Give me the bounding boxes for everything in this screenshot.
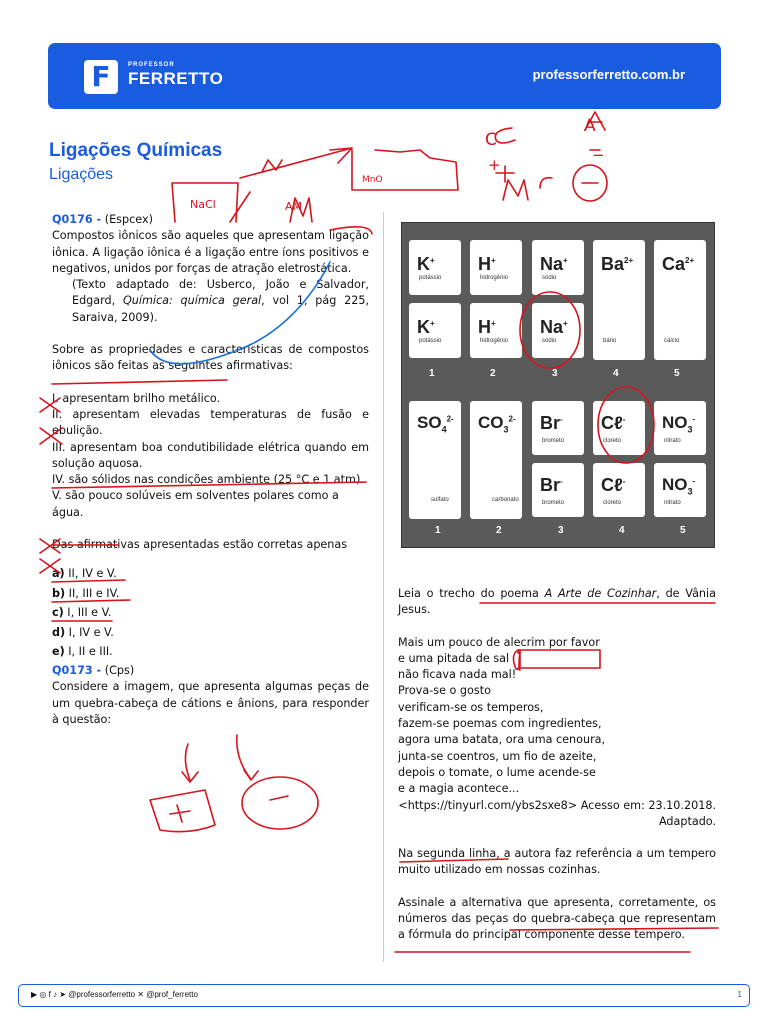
question-q0173 (52, 663, 369, 728)
option-text: I, II e III. (64, 645, 113, 659)
header-banner (48, 43, 721, 109)
ion-symbol-text: CO (478, 413, 504, 432)
citation-part: (Texto adaptado de: Usberco, João e Salvador, Edgard, (72, 278, 369, 308)
ion-symbol-text: Br (540, 413, 561, 433)
ion-symbol-text: Na (540, 254, 564, 274)
anion-piece (532, 401, 584, 455)
poem-source: <https://tinyurl.com/ybs2sxe8> Acesso em: 23.10.2018. (398, 798, 716, 812)
ink-plus-sign (170, 805, 190, 822)
citation-part: , vol 1, pág 225, Saraiva, 2009). (72, 294, 370, 324)
ink-arrow-head (330, 148, 352, 163)
ion-name: hidrogênio (480, 275, 509, 281)
ion-symbol (662, 475, 695, 496)
statement-item: I. apresentam brilho metálico. (52, 391, 221, 405)
ion-symbol (540, 317, 568, 338)
option-letter: e) (52, 645, 65, 659)
poem-intro-text: , de Vânia Jesus. (398, 587, 716, 617)
handle-secondary[interactable]: @prof_ferretto (146, 990, 198, 999)
option-letter: c) (52, 606, 64, 620)
ion-symbol (478, 254, 496, 275)
ion-symbol (601, 254, 633, 275)
ion-name: sódio (542, 275, 557, 281)
poem-intro-text: Leia o trecho do poema (398, 587, 545, 600)
ion-name: bário (603, 338, 617, 344)
question-text: Considere a imagem, que apresenta algumas peças de um quebra-cabeça de cátions e ânions, para responder à questão: (52, 680, 369, 726)
ion-name: sódio (542, 338, 557, 344)
question-id: Q0173 - (52, 664, 102, 677)
puzzle-column-number: 5 (674, 368, 680, 379)
option-text: I, III e V. (63, 606, 112, 620)
ion-name: cloreto (603, 500, 622, 506)
anion-piece (593, 463, 645, 517)
ion-symbol (601, 475, 625, 496)
statement-item: IV. são sólidos nas condições ambiente (25 °C e 1 atm). (52, 473, 364, 487)
ink-arrow-stroke (185, 744, 190, 780)
ink-label-nacl: NaCl (190, 198, 216, 211)
instagram-icon[interactable]: ◎ (39, 990, 47, 999)
ink-label-minus: − (592, 146, 605, 164)
ion-puzzle-figure (401, 222, 715, 548)
ink-plus (496, 166, 514, 182)
question-id: Q0176 - (52, 213, 102, 226)
ion-charge: - (692, 476, 696, 486)
ion-symbol-text: H (478, 317, 491, 337)
ion-charge: + (563, 256, 568, 265)
poem-line: e uma pitada de sal (398, 651, 510, 665)
ink-box (352, 150, 458, 190)
ion-charge: + (563, 319, 568, 328)
ion-name: nitrato (664, 500, 681, 506)
anion-piece (409, 401, 461, 519)
option-text: I, IV e V. (65, 625, 114, 639)
citation-title: Química: química geral (122, 294, 262, 308)
anion-piece (532, 463, 584, 517)
poem-paragraph: Na segunda linha, a autora faz referência a um tempero muito utilizado em nossas cozinhas. (398, 847, 716, 877)
ion-charge: - (560, 415, 563, 424)
ink-arrow-stroke (237, 735, 250, 778)
ion-symbol-text: K (417, 317, 430, 337)
site-link[interactable]: professorferretto.com.br (532, 67, 685, 82)
answer-option-c[interactable] (52, 603, 369, 623)
ion-symbol (417, 317, 435, 338)
poem-line: Prova-se o gosto (398, 684, 491, 698)
anion-piece (654, 463, 706, 517)
option-text: II, III e IV. (65, 586, 120, 600)
footer-bar (18, 984, 750, 1007)
ion-name: cloreto (603, 438, 622, 444)
ion-name: brometo (542, 438, 565, 444)
ion-name: sulfato (431, 497, 449, 503)
puzzle-column-number: 2 (490, 368, 496, 379)
puzzle-column-number: 1 (429, 368, 435, 379)
ion-symbol (478, 317, 496, 338)
puzzle-column-number: 4 (613, 368, 619, 379)
answer-option-a[interactable] (52, 564, 369, 584)
column-divider (383, 212, 384, 962)
puzzle-column-number: 3 (558, 525, 564, 536)
ion-charge: + (430, 319, 435, 328)
poem-line: Mais um pouco de alecrim por favor (398, 635, 600, 649)
ink-label-am: AM (285, 200, 303, 213)
ion-symbol-text: Na (540, 317, 564, 337)
ion-symbol (417, 413, 454, 434)
facebook-icon[interactable]: f (48, 990, 51, 999)
cation-piece (593, 240, 645, 360)
ink-scribble (262, 160, 282, 172)
puzzle-column-number: 5 (680, 525, 686, 536)
ion-symbol (601, 413, 625, 434)
ion-symbol (417, 254, 435, 275)
ion-charge: - (560, 477, 563, 486)
ion-name: nitrato (664, 438, 681, 444)
ink-label-plus: + (488, 156, 501, 174)
ink-shape-plus (150, 790, 215, 832)
puzzle-column-number: 2 (496, 525, 502, 536)
telegram-icon[interactable]: ➤ (59, 990, 67, 999)
ion-charge: + (491, 319, 496, 328)
option-letter: d) (52, 625, 66, 639)
ink-letter-a (585, 112, 605, 130)
ion-symbol-text: Br (540, 475, 561, 495)
cation-piece (654, 240, 706, 360)
cation-piece (409, 240, 461, 295)
ion-charge: 2- (508, 414, 516, 424)
ion-name: cálcio (664, 338, 680, 344)
poem-title: A Arte de Cozinhar (544, 587, 657, 600)
puzzle-column-number: 3 (552, 368, 558, 379)
ion-symbol (540, 413, 563, 434)
ion-name: potássio (419, 275, 442, 281)
ion-symbol-text: Ba (601, 254, 625, 274)
ink-label-a: A (584, 116, 596, 136)
ink-letters-m (503, 180, 528, 200)
poem-line: verificam-se os temperos, (398, 700, 544, 714)
ion-symbol-text: NO (662, 475, 688, 494)
poem-line: agora uma batata, ora uma cenoura, (398, 733, 606, 747)
ion-symbol-text: Cℓ (601, 475, 623, 495)
cation-piece (532, 303, 584, 358)
ion-charge: 2+ (685, 256, 695, 265)
ion-name: carbonato (492, 497, 519, 503)
logo-text: FERRETTO (128, 69, 224, 88)
answer-option-d[interactable] (52, 623, 369, 643)
social-handles (31, 990, 198, 999)
ion-charge: 2+ (624, 256, 634, 265)
question-intro: Compostos iônicos são aqueles que apresentam ligação iônica. A ligação iônica é a ligação entre íons positivos e negativos, unidos por forças de atração eletrostática. (52, 229, 369, 275)
cation-piece (470, 303, 522, 358)
poem-section (398, 586, 716, 944)
logo-icon: F (84, 60, 118, 94)
ink-minus-sign (270, 796, 288, 800)
ion-symbol (540, 475, 563, 496)
ion-symbol-text: K (417, 254, 430, 274)
puzzle-column-number: 1 (435, 525, 441, 536)
ink-label-mno: MnO (362, 175, 383, 185)
ion-symbol-text: SO (417, 413, 442, 432)
cation-piece (532, 240, 584, 295)
ion-charge: - (622, 477, 626, 486)
page-title: Ligações Químicas (49, 140, 223, 161)
anion-piece (470, 401, 522, 519)
page-number: 1 (737, 990, 742, 999)
youtube-icon[interactable]: ▶ (31, 990, 38, 999)
anion-piece (654, 401, 706, 455)
poem-paragraph: Assinale a alternativa que apresenta, corretamente, os números das peças do quebra-cabeça que representam a fórmula do principal componente desse tempero. (398, 895, 716, 942)
poem-line: depois o tomate, o lume acende-se (398, 765, 596, 779)
citation (52, 277, 369, 326)
statement-item: V. são pouco solúveis em solventes polares como a água. (52, 489, 339, 519)
question-source: (Cps) (104, 664, 135, 677)
ion-name: hidrogênio (480, 338, 509, 344)
ion-charge: + (430, 256, 435, 265)
ion-symbol (662, 413, 695, 434)
logo-small-text: PROFESSOR (128, 62, 175, 68)
option-text: II, IV e V. (64, 567, 117, 581)
ion-charge: + (491, 256, 496, 265)
question-ask: Das afirmativas apresentadas estão corretas apenas (52, 538, 348, 552)
ion-symbol (540, 254, 568, 275)
ink-letter-c2 (540, 178, 552, 188)
ion-charge: - (692, 414, 696, 424)
ion-subscript: 3 (687, 486, 693, 497)
poem-line: não ficava nada mal! (398, 668, 517, 682)
statement-item: III. apresentam boa condutibilidade elétrica quando em solução aquosa. (52, 440, 369, 470)
ion-charge: 2- (446, 414, 454, 424)
ion-subscript: 3 (503, 424, 509, 435)
page-subtitle: Ligações (49, 166, 114, 183)
ink-arrow-head (182, 772, 198, 782)
poem-intro (398, 586, 716, 619)
option-letter: b) (52, 586, 66, 600)
poem-adapted: Adaptado. (658, 814, 716, 828)
cation-piece (470, 240, 522, 295)
statement-item: II. apresentam elevadas temperaturas de fusão e ebulição. (52, 407, 369, 438)
question-q0176 (52, 212, 369, 662)
ink-circle-minus (573, 165, 607, 201)
answer-option-b[interactable] (52, 584, 369, 604)
question-lead: Sobre as propriedades e características de compostos iônicos são feitas as seguintes afirmativas: (52, 343, 369, 373)
question-source: (Espcex) (104, 213, 153, 226)
poem-line: fazem-se poemas com ingredientes, (398, 717, 602, 731)
x-icon[interactable]: ✕ (137, 990, 144, 999)
cation-piece (409, 303, 461, 358)
ion-name: brometo (542, 500, 565, 506)
poem-line: e a magia acontece... (398, 782, 520, 796)
ink-arrow-line (240, 148, 352, 178)
handle-primary[interactable]: @professorferretto (68, 990, 136, 999)
puzzle-column-number: 4 (619, 525, 625, 536)
ink-label-c: C (485, 130, 497, 150)
poem-line: junta-se coentros, um fio de azeite, (398, 749, 597, 763)
ion-symbol-text: Cℓ (601, 413, 623, 433)
answer-option-e[interactable] (52, 642, 369, 662)
ion-symbol-text: H (478, 254, 491, 274)
tiktok-icon[interactable]: ♪ (53, 990, 58, 999)
ion-symbol-text: NO (662, 413, 688, 432)
ink-letter-c (495, 128, 515, 143)
ink-arrow-head (244, 770, 258, 780)
ink-shape-minus (242, 777, 318, 829)
ion-symbol (478, 413, 516, 434)
ion-subscript: 3 (687, 424, 693, 435)
anion-piece (593, 401, 645, 455)
ion-charge: - (622, 415, 626, 424)
ion-name: potássio (419, 338, 442, 344)
ion-symbol (662, 254, 694, 275)
option-letter: a) (52, 567, 65, 581)
ion-symbol-text: Ca (662, 254, 686, 274)
ion-subscript: 4 (441, 424, 447, 435)
